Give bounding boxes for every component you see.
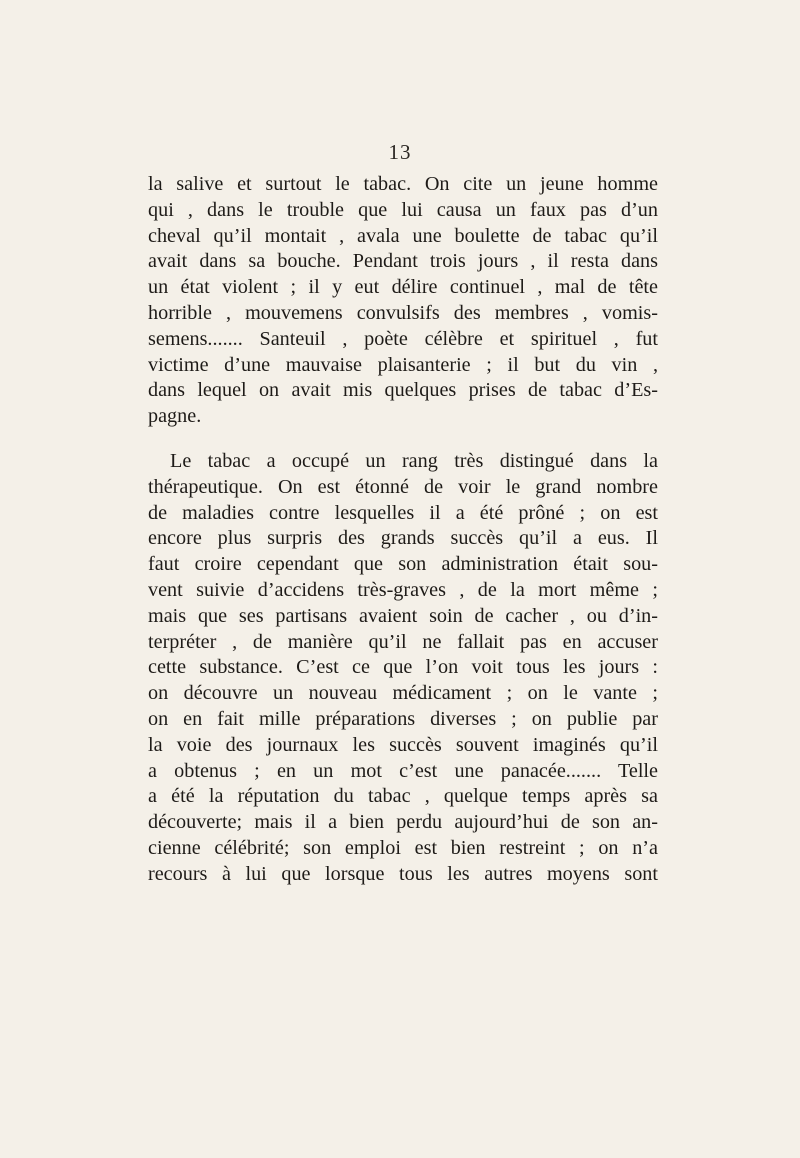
text-line: un état violent ; il y eut délire continuel , mal de tête	[148, 276, 658, 299]
text-line: horrible , mouvemens convulsifs des membres , vomis-	[148, 301, 658, 324]
text-line: pagne.	[148, 405, 202, 428]
text-line: vent suivie d’accidens très-graves , de la mort même ;	[148, 578, 658, 601]
text-line: qui , dans le trouble que lui causa un faux pas d’un	[148, 198, 658, 221]
text-line: la voie des journaux les succès souvent imaginés qu’il	[148, 733, 658, 756]
text-line: a été la réputation du tabac , quelque temps après sa	[148, 785, 658, 808]
paragraph-gap	[148, 430, 658, 449]
text-line: a obtenus ; en un mot c’est une panacée....... Telle	[148, 759, 658, 782]
text-line: la salive et surtout le tabac. On cite un jeune homme	[148, 173, 658, 195]
text-line: faut croire cependant que son administration était sou-	[148, 553, 658, 576]
text-line: semens....... Santeuil , poète célèbre et spirituel , fut	[148, 327, 658, 350]
text-line: thérapeutique. On est étonné de voir le grand nombre	[148, 475, 658, 498]
text-line: de maladies contre lesquelles il a été prôné ; on est	[148, 501, 658, 524]
text-line: dans lequel on avait mis quelques prises de tabac d’Es-	[148, 379, 658, 402]
text-line: victime d’une mauvaise plaisanterie ; il but du vin ,	[148, 353, 658, 376]
text-line: cienne célébrité; son emploi est bien restreint ; on n’a	[148, 836, 658, 859]
text-line: on découvre un nouveau médicament ; on le vante ;	[148, 682, 658, 705]
text-line: mais que ses partisans avaient soin de cacher , ou d’in-	[148, 604, 658, 627]
text-line: terpréter , de manière qu’il ne fallait pas en accuser	[148, 630, 658, 653]
text-line: découverte; mais il a bien perdu aujourd’hui de son an-	[148, 811, 658, 834]
text-line: cheval qu’il montait , avala une boulette de tabac qu’il	[148, 224, 658, 247]
paragraph-1	[148, 172, 658, 430]
paragraph-2	[148, 449, 658, 888]
text-line: on en fait mille préparations diverses ; on publie par	[148, 707, 658, 730]
page-number: 13	[388, 140, 412, 164]
body-text	[148, 172, 658, 888]
text-line: recours à lui que lorsque tous les autres moyens sont	[148, 862, 658, 885]
text-line: cette substance. C’est ce que l’on voit tous les jours :	[148, 656, 658, 679]
text-line: Le tabac a occupé un rang très distingué dans la	[170, 449, 658, 472]
text-line: encore plus surpris des grands succès qu’il a eus. Il	[148, 527, 658, 550]
text-line: avait dans sa bouche. Pendant trois jours , il resta dans	[148, 250, 658, 273]
